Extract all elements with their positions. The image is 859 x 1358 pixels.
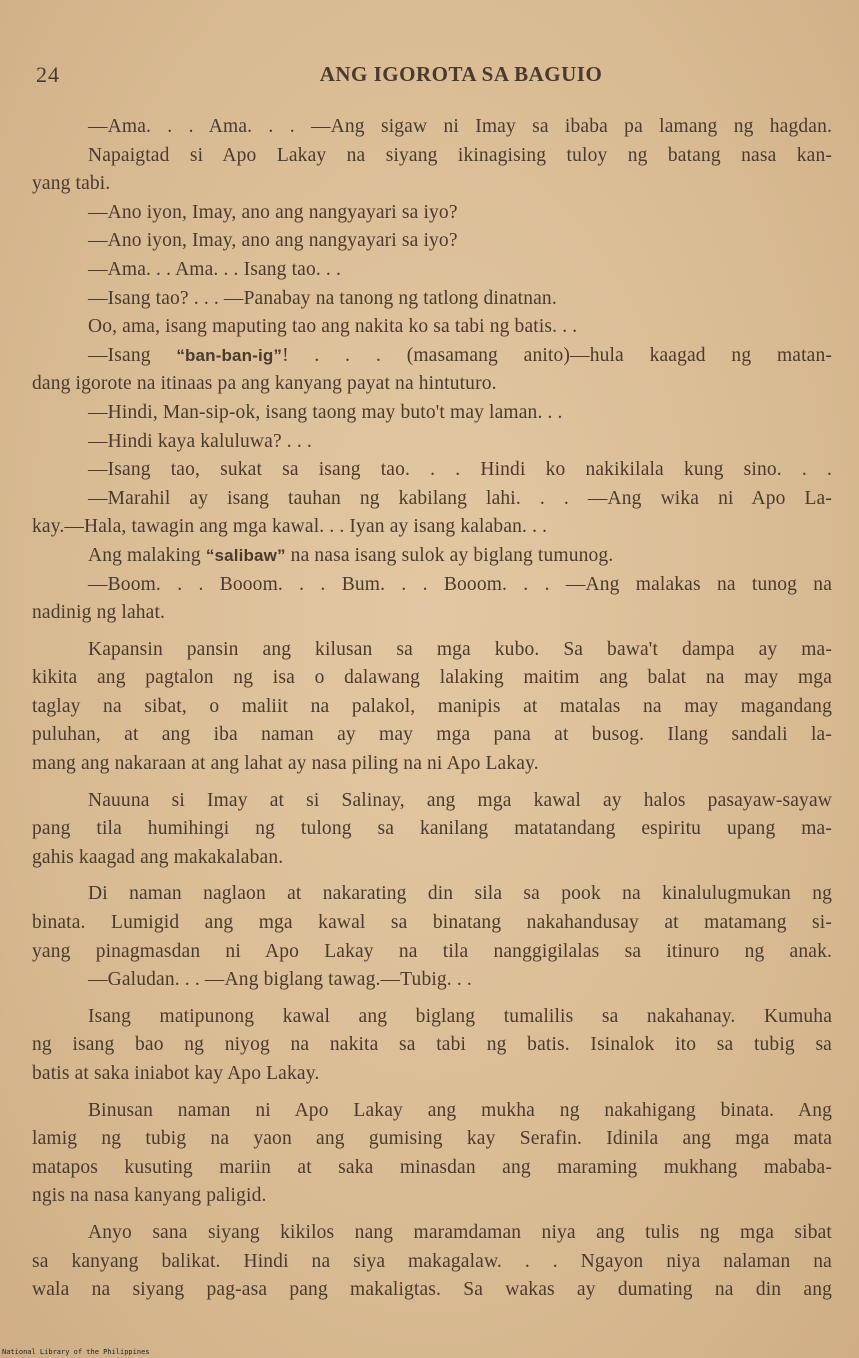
text-line: —Galudan. . . —Ang biglang tawag.—Tubig. . .: [88, 969, 472, 991]
library-credit: National Library of the Philippines: [2, 1348, 150, 1356]
text-line: puluhan, at ang iba naman ay may mga pana at busog. Ilang sandali la-: [32, 724, 832, 746]
page-number: 24: [36, 62, 60, 87]
text-line: nadinig ng lahat.: [32, 602, 166, 624]
text-line: batis at saka iniabot kay Apo Lakay.: [32, 1063, 320, 1084]
text-run: Ang malaking: [88, 544, 206, 566]
text-line: Isang matipunong kawal ang biglang tumalilis sa nakahanay. Kumuha: [88, 1005, 832, 1027]
text-line: [32, 542, 832, 571]
text-line: —Marahil ay isang tauhan ng kabilang lahi. . . —Ang wika ni Apo La-: [88, 487, 832, 509]
text-line: Binusan naman ni Apo Lakay ang mukha ng nakahigang binata. Ang: [88, 1099, 832, 1121]
text-line: yang pinagmasdan ni Apo Lakay na tila nanggigilalas sa itinuro ng anak.: [32, 940, 832, 962]
text-line: —Ano iyon, Imay, ano ang nangyayari sa iyo?: [88, 230, 458, 252]
text-run: ! . . . (masamang anito)—hula kaagad ng matan-: [282, 344, 832, 366]
text-line: Oo, ama, isang maputing tao ang nakita ko sa tabi ng batis. . .: [88, 316, 578, 338]
bold-term: “salibaw”: [205, 545, 286, 565]
text-line: —Hindi, Man-sip-ok, isang taong may buto't may laman. . .: [88, 401, 563, 423]
text-line: Di naman naglaon at nakarating din sila sa pook na kinalulugmukan ng: [88, 883, 832, 905]
text-line: gahis kaagad ang makakalaban.: [32, 846, 284, 868]
text-line: matapos kusuting mariin at saka minasdan ang maraming mukhang mababa-: [32, 1156, 832, 1178]
text-line: kay.—Hala, tawagin ang mga kawal. . . Iyan ay isang kalaban. . .: [32, 516, 548, 538]
text-line: dang igorote na itinaas pa ang kanyang payat na hintuturo.: [32, 373, 497, 395]
text-line: mang ang nakaraan at ang lahat ay nasa piling na ni Apo Lakay.: [32, 753, 539, 775]
text-line: lamig ng tubig na yaon ang gumising kay Serafin. Idinila ang mga mata: [32, 1128, 832, 1150]
text-line: yang tabi.: [32, 173, 111, 195]
text-line: sa kanyang balikat. Hindi na siya makagalaw. . . Ngayon niya nalaman na: [32, 1250, 832, 1272]
text-line: binata. Lumigid ang mga kawal sa binatang nakahandusay at matamang si-: [32, 912, 832, 934]
paragraph-gap: [32, 1211, 832, 1219]
bold-term: “ban-ban-ig”: [176, 345, 283, 365]
text-line: —Isang tao, sukat sa isang tao. . . Hindi ko nakikilala kung sino. . .: [88, 459, 832, 481]
text-line: —Ama. . . Ama. . . —Ang sigaw ni Imay sa ibaba pa lamang ng hagdan.: [88, 116, 832, 137]
text-line: ngis na nasa kanyang paligid.: [32, 1185, 267, 1207]
paragraph-gap: [32, 628, 832, 636]
text-line: Anyo sana siyang kikilos nang maramdaman niya ang tulis ng mga sibat: [88, 1221, 832, 1243]
page-header: [36, 62, 826, 90]
text-line: —Hindi kaya kaluluwa? . . .: [88, 430, 312, 452]
text-line: pang tila humihingi ng tulong sa kanilang matatandang espiritu upang ma-: [32, 818, 832, 840]
text-line: Napaigtad si Apo Lakay na siyang ikinagising tuloy ng batang nasa kan-: [88, 144, 832, 166]
body-text: [32, 113, 832, 1305]
paragraph-gap: [32, 872, 832, 880]
text-line: ng isang bao ng niyog na nakita sa tabi ng batis. Isinalok ito sa tubig sa: [32, 1034, 832, 1056]
paragraph-gap: [32, 779, 832, 787]
text-line: —Isang tao? . . . —Panabay na tanong ng tatlong dinatnan.: [88, 287, 557, 309]
text-run: na nasa isang sulok ay biglang tumunog.: [285, 544, 614, 566]
text-line: Kapansin pansin ang kilusan sa mga kubo. Sa bawa't dampa ay ma-: [88, 638, 832, 660]
running-title: ANG IGOROTA SA BAGUIO: [319, 62, 603, 86]
text-line: [32, 342, 832, 371]
paragraph-gap: [32, 1089, 832, 1097]
text-line: Nauuna si Imay at si Salinay, ang mga kawal ay halos pasayaw-sayaw: [88, 789, 832, 811]
text-line: —Ano iyon, Imay, ano ang nangyayari sa iyo?: [88, 201, 458, 223]
text-line: wala na siyang pag-asa pang makaligtas. Sa wakas ay dumating na din ang: [32, 1279, 832, 1301]
text-line: taglay na sibat, o maliit na palakol, manipis at matalas na may magandang: [32, 695, 832, 717]
text-line: —Ama. . . Ama. . . Isang tao. . .: [88, 258, 341, 280]
text-line: kikita ang pagtalon ng isa o dalawang lalaking maitim ang balat na may mga: [32, 667, 832, 689]
text-run: —Isang: [88, 344, 177, 366]
paragraph-gap: [32, 995, 832, 1003]
text-line: —Boom. . . Booom. . . Bum. . . Booom. . . —Ang malakas na tunog na: [88, 573, 832, 595]
